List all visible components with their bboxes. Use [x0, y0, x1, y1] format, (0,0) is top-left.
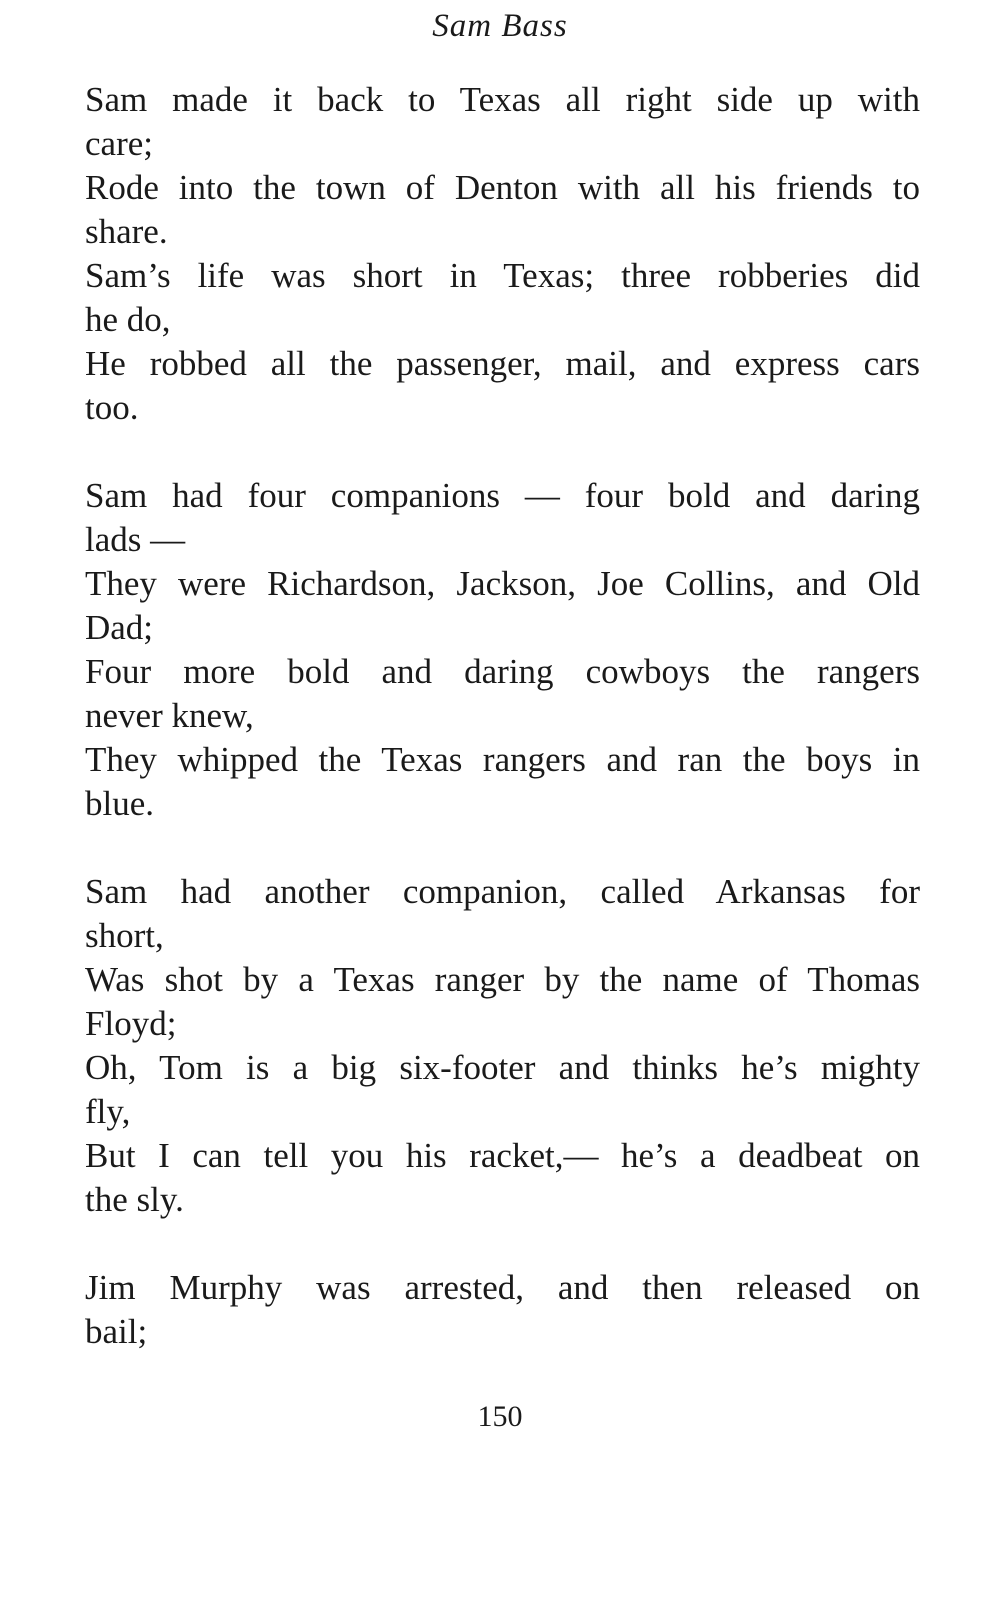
verse-line — [85, 738, 920, 826]
stanza-3 — [85, 870, 920, 1222]
verse-line-text: Sam’s life was short in Texas; three robberies did — [85, 256, 920, 295]
verse-line — [85, 166, 920, 254]
verse-line-continuation: care; — [85, 124, 153, 163]
verse-line-text: Sam had four companions — four bold and daring — [85, 476, 920, 515]
verse-line-continuation: lads — — [85, 520, 186, 559]
verse-line-continuation: he do, — [85, 300, 171, 339]
verse-line-continuation: never knew, — [85, 696, 254, 735]
stanza-1 — [85, 78, 920, 430]
verse-line-text: Oh, Tom is a big six-footer and thinks he’s mighty — [85, 1048, 920, 1087]
verse-line — [85, 562, 920, 650]
verse-line-text: He robbed all the passenger, mail, and express cars — [85, 344, 920, 383]
verse-line-text: Rode into the town of Denton with all his friends to — [85, 168, 920, 207]
verse-line-continuation: the sly. — [85, 1180, 184, 1219]
verse-line-continuation: fly, — [85, 1092, 131, 1131]
verse-line-text: But I can tell you his racket,— he’s a deadbeat on — [85, 1136, 920, 1175]
verse-line-text: Jim Murphy was arrested, and then released on — [85, 1268, 920, 1307]
verse-line-continuation: blue. — [85, 784, 155, 823]
verse-line-continuation: Floyd; — [85, 1004, 177, 1043]
poem-body — [85, 78, 920, 1398]
verse-line — [85, 1134, 920, 1222]
verse-line — [85, 254, 920, 342]
verse-line — [85, 78, 920, 166]
stanza-4 — [85, 1266, 920, 1354]
verse-line-continuation: bail; — [85, 1312, 148, 1351]
verse-line-continuation: too. — [85, 388, 139, 427]
verse-line — [85, 342, 920, 430]
verse-line — [85, 1266, 920, 1354]
page-number: 150 — [477, 1400, 523, 1433]
running-head: Sam Bass — [432, 8, 568, 44]
verse-line — [85, 1046, 920, 1134]
verse-line — [85, 474, 920, 562]
verse-line-text: Four more bold and daring cowboys the rangers — [85, 652, 920, 691]
verse-line — [85, 870, 920, 958]
verse-line — [85, 958, 920, 1046]
verse-line-continuation: Dad; — [85, 608, 154, 647]
verse-line — [85, 650, 920, 738]
verse-line-text: They whipped the Texas rangers and ran the boys in — [85, 740, 920, 779]
verse-line-continuation: short, — [85, 916, 164, 955]
stanza-2 — [85, 474, 920, 826]
verse-line-continuation: share. — [85, 212, 168, 251]
verse-line-text: Sam made it back to Texas all right side up with — [85, 80, 920, 119]
verse-line-text: Sam had another companion, called Arkansas for — [85, 872, 920, 911]
verse-line-text: They were Richardson, Jackson, Joe Collins, and Old — [85, 564, 920, 603]
verse-line-text: Was shot by a Texas ranger by the name of Thomas — [85, 960, 920, 999]
